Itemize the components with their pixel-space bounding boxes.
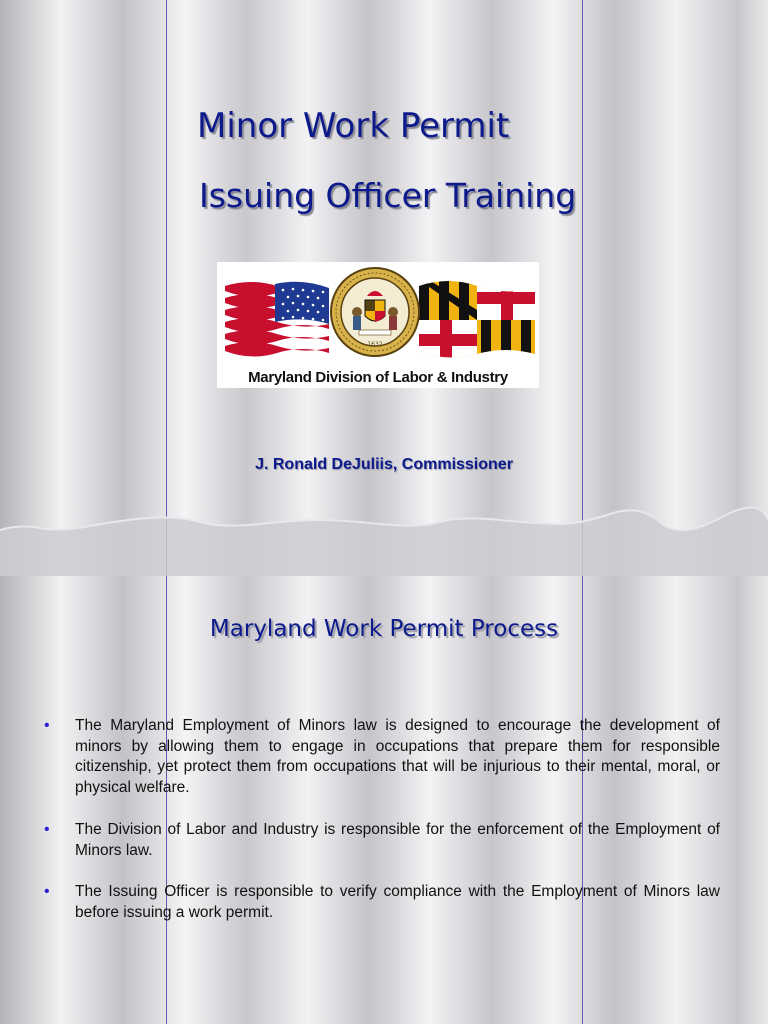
bullet-item <box>44 716 720 799</box>
bullet-item <box>44 882 720 923</box>
bullet-text: The Issuing Officer is responsible to verify compliance with the Employment of Minors law before issuing a work permit. <box>75 883 720 921</box>
bullet-text: The Maryland Employment of Minors law is designed to encourage the development of minors by allowing them to engage in occupations that prepare them for responsible citizenship, yet protect them from occupations that will be injurious to their mental, moral, or physical welfare. <box>75 717 720 797</box>
maryland-labor-logo <box>217 262 539 388</box>
us-flag-icon <box>221 278 333 360</box>
maryland-flag-icon <box>415 276 537 360</box>
logo-caption: Maryland Division of Labor & Industry <box>248 369 508 386</box>
slide-title-line1: Minor Work Permit <box>197 106 510 146</box>
bullet-dot-icon: • <box>44 883 50 901</box>
process-slide <box>0 576 768 1024</box>
guide-line-left <box>166 0 167 576</box>
maryland-seal-icon <box>329 266 421 358</box>
bullet-dot-icon: • <box>44 717 50 734</box>
bullet-dot-icon: • <box>44 820 50 838</box>
commissioner-name: J. Ronald DeJuliis, Commissioner <box>255 456 513 473</box>
slide-title-line2: Issuing Officer Training <box>199 176 577 215</box>
process-slide-title: Maryland Work Permit Process <box>209 616 559 642</box>
curtain-wave-edge <box>0 500 768 576</box>
bullet-text: The Division of Labor and Industry is responsible for the enforcement of the Employment of Minors law. <box>75 820 720 859</box>
bullet-item <box>44 820 720 861</box>
guide-line-right <box>582 0 583 576</box>
bullet-list <box>44 716 720 945</box>
seal-year: 1632 <box>367 341 383 348</box>
